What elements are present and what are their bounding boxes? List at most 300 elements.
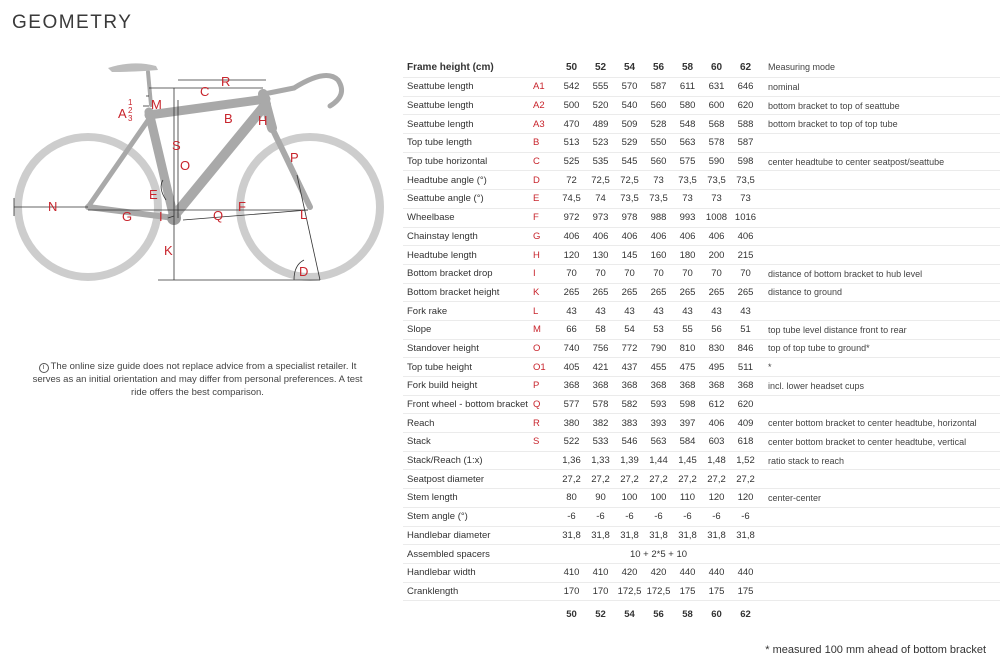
row-value: -6 [683, 511, 692, 523]
row-value: 993 [679, 212, 696, 224]
row-value: 70 [653, 268, 664, 280]
row-value: 406 [679, 230, 696, 242]
row-mode: bottom bracket to top of seattube [768, 100, 900, 111]
row-label: Standover height [407, 342, 479, 354]
table-row [403, 414, 1000, 433]
row-code: K [533, 286, 540, 298]
row-value: -6 [567, 511, 576, 523]
row-value: 598 [679, 399, 696, 411]
row-value: 631 [708, 81, 725, 93]
row-label: Stack [407, 436, 431, 448]
table-row [403, 321, 1000, 340]
row-value: 43 [595, 305, 606, 317]
table-row [403, 134, 1000, 153]
row-value: 500 [563, 100, 580, 112]
geometry-table [403, 57, 1000, 625]
row-value: 27,2 [736, 473, 755, 485]
header-size: 54 [623, 61, 636, 73]
row-value: 440 [737, 567, 754, 579]
footnote: * measured 100 mm ahead of bottom bracket [765, 644, 986, 656]
row-value: 540 [621, 100, 638, 112]
row-label: Bottom bracket drop [407, 268, 493, 280]
row-value: 560 [650, 156, 667, 168]
row-value: 409 [737, 417, 754, 429]
row-label: Front wheel - bottom bracket [407, 399, 528, 411]
row-value: 578 [592, 399, 609, 411]
row-value: 550 [650, 137, 667, 149]
row-label: Seatpost diameter [407, 473, 485, 485]
row-value: 410 [592, 567, 609, 579]
row-value: 542 [563, 81, 580, 93]
row-value: 120 [708, 492, 725, 504]
row-value: 120 [737, 492, 754, 504]
row-value: 70 [711, 268, 722, 280]
row-value: 528 [650, 118, 667, 130]
row-label: Handlebar diameter [407, 529, 491, 541]
table-row [403, 377, 1000, 396]
row-value: 563 [679, 137, 696, 149]
table-row [403, 452, 1000, 471]
row-value: 265 [679, 286, 696, 298]
row-code: A2 [533, 100, 545, 112]
row-label: Top tube height [407, 361, 472, 373]
row-value: 43 [624, 305, 635, 317]
label-F: F [238, 199, 246, 214]
label-B: B [224, 111, 233, 126]
row-label: Chainstay length [407, 230, 478, 242]
row-value: 988 [650, 212, 667, 224]
row-value: 525 [563, 156, 580, 168]
row-value: 145 [621, 249, 638, 261]
row-mode: nominal [768, 81, 800, 92]
row-value: 1016 [734, 212, 757, 224]
row-value: 73,5 [678, 174, 697, 186]
row-label: Top tube horizontal [407, 156, 488, 168]
row-value: 70 [682, 268, 693, 280]
row-mode: center bottom bracket to center headtube, vertical [768, 436, 967, 447]
row-value: 393 [650, 417, 667, 429]
row-value: 397 [679, 417, 696, 429]
row-label: Seattube length [407, 100, 474, 112]
row-value: 73,5 [649, 193, 668, 205]
row-value: 548 [679, 118, 696, 130]
row-value: 55 [682, 324, 693, 336]
row-value: 160 [650, 249, 667, 261]
row-mode: ratio stack to reach [768, 455, 845, 466]
row-value: 43 [740, 305, 751, 317]
row-code: D [533, 174, 540, 186]
row-value: 520 [592, 100, 609, 112]
row-value: 90 [595, 492, 606, 504]
table-row [403, 508, 1000, 527]
row-value: 560 [650, 100, 667, 112]
row-value: 545 [621, 156, 638, 168]
table-row [403, 489, 1000, 508]
row-value: 73 [653, 174, 664, 186]
header-mode: Measuring mode [768, 62, 836, 72]
row-value: -6 [712, 511, 721, 523]
row-mode: center bottom bracket to center headtube, horizontal [768, 418, 977, 429]
row-value: 100 [650, 492, 667, 504]
row-code: I [533, 268, 536, 280]
row-label: Bottom bracket height [407, 286, 500, 298]
size-guide-note [30, 360, 365, 399]
row-label: Top tube length [407, 137, 472, 149]
row-value: 27,2 [649, 473, 668, 485]
label-M: M [151, 97, 162, 112]
row-value: 580 [679, 100, 696, 112]
footer-size: 54 [624, 608, 635, 620]
row-value: 582 [621, 399, 638, 411]
row-value: 588 [737, 118, 754, 130]
row-value: 546 [621, 436, 638, 448]
row-value: 646 [737, 81, 754, 93]
row-code: M [533, 324, 541, 336]
row-value: 265 [592, 286, 609, 298]
row-value: 590 [708, 156, 725, 168]
row-value: 31,8 [678, 529, 697, 541]
row-label: Seattube angle (°) [407, 193, 484, 205]
row-value: 175 [737, 585, 754, 597]
row-label: Handlebar width [407, 567, 476, 579]
top-tube [149, 99, 266, 115]
row-label: Stem length [407, 492, 458, 504]
table-body [403, 78, 1000, 601]
row-value: 368 [563, 380, 580, 392]
row-mode: top tube level distance front to rear [768, 324, 907, 335]
row-value: 1,44 [649, 455, 668, 467]
label-R: R [221, 74, 231, 89]
row-value: 406 [708, 417, 725, 429]
row-value: 54 [624, 324, 635, 336]
table-row [403, 527, 1000, 546]
row-code: H [533, 249, 540, 261]
header-size: 62 [739, 61, 752, 73]
row-label: Assembled spacers [407, 548, 490, 560]
row-value: -6 [654, 511, 663, 523]
row-value: 73,5 [620, 193, 639, 205]
table-row [403, 396, 1000, 415]
row-value: 570 [621, 81, 638, 93]
row-value: 72 [566, 174, 577, 186]
row-value: 846 [737, 342, 754, 354]
row-value: 600 [708, 100, 725, 112]
row-code: A1 [533, 81, 545, 93]
row-value: 73,5 [736, 174, 755, 186]
row-value: 120 [563, 249, 580, 261]
row-value: 1,36 [562, 455, 581, 467]
header-size: 52 [594, 61, 607, 73]
row-value: 31,8 [591, 529, 610, 541]
row-label: Fork rake [407, 305, 448, 317]
row-value: 489 [592, 118, 609, 130]
row-value: 200 [708, 249, 725, 261]
row-value: 110 [679, 492, 696, 504]
row-value: 406 [621, 230, 638, 242]
row-value: 406 [592, 230, 609, 242]
row-value: 575 [679, 156, 696, 168]
table-row [403, 284, 1000, 303]
row-value: 555 [592, 81, 609, 93]
row-value: 1,45 [678, 455, 697, 467]
table-row [403, 340, 1000, 359]
label-I: I [159, 209, 163, 224]
row-value: 618 [737, 436, 754, 448]
bike-geometry-diagram [8, 50, 400, 300]
header-size: 58 [681, 61, 694, 73]
row-value: 410 [563, 567, 580, 579]
footer-size: 50 [566, 608, 577, 620]
row-value: 27,2 [620, 473, 639, 485]
row-value: 440 [679, 567, 696, 579]
table-row [403, 153, 1000, 172]
footer-size: 52 [595, 608, 606, 620]
row-value: 568 [708, 118, 725, 130]
row-value: 1,52 [736, 455, 755, 467]
row-value: 533 [592, 436, 609, 448]
row-code: L [533, 305, 539, 317]
row-value: 455 [650, 361, 667, 373]
row-label: Stem angle (°) [407, 511, 468, 523]
table-row [403, 583, 1000, 602]
note-text: The online size guide does not replace advice from a specialist retailer. It serves as an initial orientation and may differ from personal preferences. A test ride offers the best comparison. [32, 361, 363, 398]
info-icon: i [39, 363, 49, 373]
label-E: E [149, 187, 158, 202]
row-value: 973 [592, 212, 609, 224]
header-size: 60 [710, 61, 723, 73]
label-A: A [118, 106, 127, 121]
row-value: 368 [708, 380, 725, 392]
label-G: G [122, 209, 133, 224]
table-row [403, 78, 1000, 97]
footer-size: 58 [682, 608, 693, 620]
label-H: H [258, 113, 268, 128]
label-Q: Q [213, 208, 224, 223]
row-value: 73 [740, 193, 751, 205]
row-mode: center-center [768, 492, 822, 503]
row-value: 790 [650, 342, 667, 354]
row-value: 58 [595, 324, 606, 336]
row-value: 180 [679, 249, 696, 261]
row-value: 810 [679, 342, 696, 354]
row-value: 1008 [705, 212, 728, 224]
row-value: 265 [708, 286, 725, 298]
row-value: 172,5 [646, 585, 671, 597]
footer-size: 62 [740, 608, 751, 620]
row-value: 740 [563, 342, 580, 354]
row-value: 31,8 [620, 529, 639, 541]
row-value: 31,8 [736, 529, 755, 541]
row-value: 265 [737, 286, 754, 298]
row-value: 440 [708, 567, 725, 579]
table-row [403, 190, 1000, 209]
row-value: 368 [737, 380, 754, 392]
row-value: 470 [563, 118, 580, 130]
label-C: C [200, 84, 210, 99]
label-n2: 2 [128, 106, 133, 115]
header-label: Frame height (cm) [407, 61, 494, 73]
row-value: 53 [653, 324, 664, 336]
row-value: 66 [566, 324, 577, 336]
row-value: 265 [650, 286, 667, 298]
row-code: A3 [533, 118, 545, 130]
row-code: C [533, 156, 540, 168]
row-mode: incl. lower headset cups [768, 380, 865, 391]
row-value: 368 [621, 380, 638, 392]
row-value: 74,5 [562, 193, 581, 205]
row-label: Seattube length [407, 118, 474, 130]
label-n1: 1 [128, 98, 133, 107]
row-value: 756 [592, 342, 609, 354]
row-value: 563 [650, 436, 667, 448]
saddle [108, 63, 158, 72]
row-value: 70 [624, 268, 635, 280]
row-value: 43 [653, 305, 664, 317]
row-value: 830 [708, 342, 725, 354]
row-value: 100 [621, 492, 638, 504]
row-value: 74 [595, 193, 606, 205]
row-value: 405 [563, 361, 580, 373]
row-value: 175 [708, 585, 725, 597]
label-S: S [172, 138, 181, 153]
row-value: 529 [621, 137, 638, 149]
table-row [403, 470, 1000, 489]
row-mode: top of top tube to ground* [768, 343, 870, 354]
row-code: E [533, 193, 540, 205]
row-mode: distance of bottom bracket to hub level [768, 268, 923, 279]
row-code: O [533, 342, 541, 354]
row-value: 215 [737, 249, 754, 261]
row-value: 43 [566, 305, 577, 317]
row-value: 972 [563, 212, 580, 224]
row-value: 513 [563, 137, 580, 149]
row-value: -6 [596, 511, 605, 523]
row-value: 70 [595, 268, 606, 280]
footer-size: 56 [653, 608, 664, 620]
table-row [403, 97, 1000, 116]
row-value: 170 [592, 585, 609, 597]
table-row [403, 302, 1000, 321]
row-label: Reach [407, 417, 435, 429]
row-value: 43 [682, 305, 693, 317]
row-value: 380 [563, 417, 580, 429]
row-value: 406 [563, 230, 580, 242]
row-value: 172,5 [617, 585, 642, 597]
row-code: R [533, 417, 540, 429]
row-value: 511 [737, 361, 754, 373]
row-value: 27,2 [678, 473, 697, 485]
table-row [403, 246, 1000, 265]
footer-size: 60 [711, 608, 722, 620]
row-label: Stack/Reach (1:x) [407, 455, 483, 467]
row-value: 27,2 [562, 473, 581, 485]
row-value: 772 [621, 342, 638, 354]
row-value: 27,2 [591, 473, 610, 485]
row-value: 587 [737, 137, 754, 149]
row-label: Headtube length [407, 249, 477, 261]
table-row [403, 265, 1000, 284]
header-size: 56 [652, 61, 665, 73]
row-value: 265 [563, 286, 580, 298]
row-value: 31,8 [649, 529, 668, 541]
table-header-row [403, 57, 1000, 78]
table-row [403, 228, 1000, 247]
row-code: P [533, 380, 540, 392]
row-value: 577 [563, 399, 580, 411]
row-value: 170 [563, 585, 580, 597]
row-label: Wheelbase [407, 212, 455, 224]
row-value: 437 [621, 361, 638, 373]
row-mode: * [768, 362, 772, 373]
row-value: 73 [711, 193, 722, 205]
row-value: 620 [737, 100, 754, 112]
table-row [403, 171, 1000, 190]
row-value: 43 [711, 305, 722, 317]
stem [264, 88, 294, 94]
row-value: 130 [592, 249, 609, 261]
row-span-value: 10 + 2*5 + 10 [629, 548, 688, 560]
table-footer-row [403, 603, 1000, 625]
row-value: 56 [711, 324, 722, 336]
row-value: -6 [625, 511, 634, 523]
row-mode: center headtube to center seatpost/seattube [768, 156, 945, 167]
row-code: Q [533, 399, 541, 411]
row-label: Slope [407, 324, 432, 336]
row-code: G [533, 230, 541, 242]
row-mode: distance to ground [768, 287, 843, 298]
table-row [403, 433, 1000, 452]
row-value: 612 [708, 399, 725, 411]
row-value: 535 [592, 156, 609, 168]
label-P: P [290, 150, 299, 165]
table-row [403, 545, 1000, 564]
label-K: K [164, 243, 173, 258]
row-value: 31,8 [562, 529, 581, 541]
row-value: 475 [679, 361, 696, 373]
row-value: 70 [566, 268, 577, 280]
row-value: 51 [740, 324, 751, 336]
row-value: 522 [563, 436, 580, 448]
row-value: 578 [708, 137, 725, 149]
row-value: 175 [679, 585, 696, 597]
row-value: 495 [708, 361, 725, 373]
row-value: 382 [592, 417, 609, 429]
row-code: S [533, 436, 540, 448]
row-code: O1 [533, 361, 546, 373]
row-value: 73 [682, 193, 693, 205]
row-value: 421 [592, 361, 609, 373]
row-code: F [533, 212, 539, 224]
row-value: 620 [737, 399, 754, 411]
table-row [403, 358, 1000, 377]
row-value: 368 [592, 380, 609, 392]
row-value: 368 [650, 380, 667, 392]
row-label: Seattube length [407, 81, 474, 93]
label-N: N [48, 199, 58, 214]
row-value: 587 [650, 81, 667, 93]
row-value: 406 [650, 230, 667, 242]
header-size: 50 [565, 61, 578, 73]
row-code: B [533, 137, 540, 149]
row-value: 31,8 [707, 529, 726, 541]
row-value: 383 [621, 417, 638, 429]
row-label: Headtube angle (°) [407, 174, 487, 186]
page-title: GEOMETRY [12, 12, 133, 33]
row-value: 1,33 [591, 455, 610, 467]
row-value: 70 [740, 268, 751, 280]
row-value: 603 [708, 436, 725, 448]
row-value: 73,5 [707, 174, 726, 186]
